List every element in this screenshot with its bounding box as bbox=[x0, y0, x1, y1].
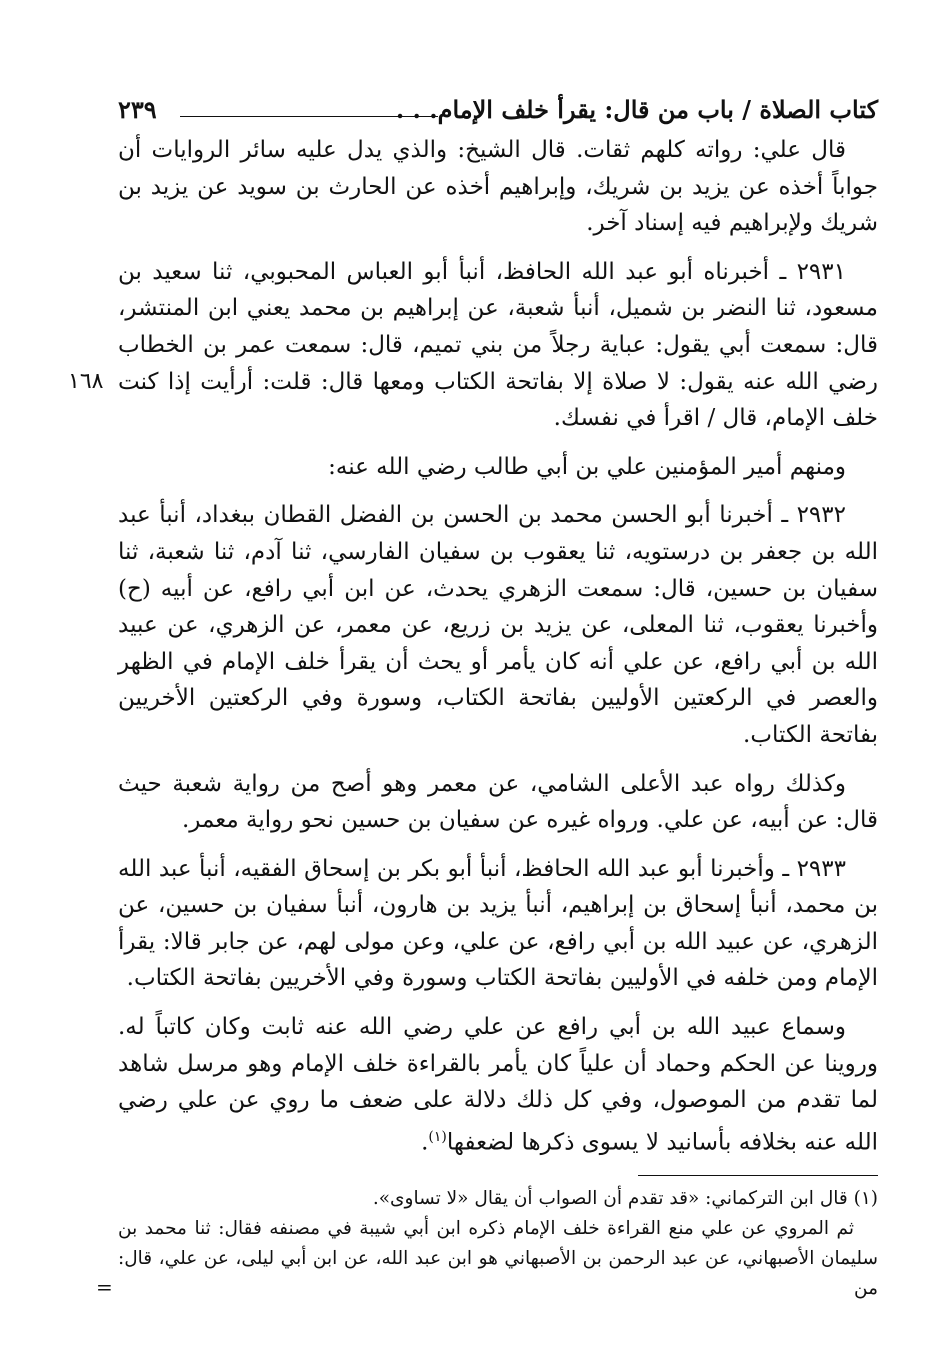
section-heading: ومنهم أمير المؤمنين علي بن أبي طالب رضي الله عنه: bbox=[328, 453, 846, 480]
paragraph: وكذلك رواه عبد الأعلى الشامي، عن معمر وهو أصح من رواية شعبة حيث قال: عن أبيه، عن علي. ورواه غيره عن سفيان بن حسين نحو رواية معمر. bbox=[118, 770, 878, 834]
continuation-mark: = bbox=[96, 1275, 113, 1300]
paragraph: ٢٩٣٢ ـ أخبرنا أبو الحسن محمد بن الحسن بن الفضل القطان ببغداد، أنبأ عبد الله بن جعفر بن درستويه، ثنا يعقوب بن سفيان الفارسي، ثنا آدم، ثنا شعبة، ثنا سفيان بن حسين، قال: سمعت الزهري يحدث، عن ابن أبي رافع، عن أبيه (ح) وأخبرنا يعقوب، ثنا المعلى، عن يزيد بن زريع، عن معمر، عن الزهري، عن عبيد الله بن أبي رافع، عن علي أنه كان يأمر أو يحث أن يقرأ خلف الإمام في الظهر والعصر في الركعتين الأوليين بفاتحة الكتاب، وسورة وفي الركعتين الأخريين بفاتحة الكتاب. bbox=[118, 502, 878, 748]
paragraph-end: . bbox=[421, 1129, 429, 1156]
paragraph-text: ٢٩٣١ ـ أخبرناه أبو عبد الله الحافظ، أنبأ أبو العباس المحبوبي، ثنا سعيد بن مسعود، ثنا النضر بن شميل، أنبأ شعبة، عن إبراهيم بن محمد يعني ابن المنتشر، قال: سمعت أبي يقول: عباية رجلاً من بني تميم، قال: سمعت عمر بن الخطاب رضي الله عنه يقول: لا صلاة إلا بفاتحة الكتاب ومعها قال: قلت: أرأيت إذا كنت خلف الإمام، قال / اقرأ في نفسك. bbox=[118, 258, 878, 432]
footnote-text: ثم المروي عن علي منع القراءة خلف الإمام ذكره ابن أبي شيبة في مصنفه فقال: ثنا محمد بن سليمان الأصبهاني، عن عبد الرحمن بن الأصبهاني هو ابن عبد الله، عن ابن أبي ليلى، عن علي، قال: من bbox=[118, 1218, 878, 1300]
footnote-divider bbox=[638, 1175, 878, 1176]
book-page bbox=[68, 88, 878, 1304]
paragraph bbox=[118, 254, 878, 437]
footnote-reference[interactable]: (١) bbox=[428, 1128, 447, 1145]
paragraph bbox=[118, 1009, 878, 1161]
paragraph: قال علي: رواته كلهم ثقات. قال الشيخ: والذي يدل عليه سائر الروايات أن جواباً أخذه عن يزيد بن شريك، وإبراهيم أخذه عن الحارث بن سويد عن يزيد بن شريك ولإبراهيم فيه إسناد آخر. bbox=[118, 137, 878, 237]
page-number: ٢٣٩ bbox=[118, 95, 157, 124]
running-header bbox=[118, 88, 878, 132]
footnotes bbox=[96, 1184, 878, 1304]
main-text bbox=[68, 132, 878, 1161]
margin-page-mark: ١٦٨ bbox=[68, 368, 104, 394]
paragraph: ٢٩٣٣ ـ وأخبرنا أبو عبد الله الحافظ، أنبأ أبو بكر بن إسحاق الفقيه، أنبأ عبد الله بن محمد، أنبأ إسحاق بن إبراهيم، أنبأ يزيد بن هارون، أنبأ سفيان بن حسين، عن الزهري، عن عبيد الله بن أبي رافع، عن علي، وعن مولى لهم، عن جابر قالا: يقرأ الإمام ومن خلفه في الأوليين بفاتحة الكتاب وسورة وفي الأخريين بفاتحة الكتاب. bbox=[118, 855, 878, 992]
header-title: كتاب الصلاة / باب من قال: يقرأ خلف الإمام. . . bbox=[395, 95, 878, 124]
hadith-2931 bbox=[68, 254, 878, 437]
header-rule bbox=[180, 116, 438, 117]
paragraph-text: وسماع عبيد الله بن أبي رافع عن علي رضي الله عنه ثابت وكان كاتباً له. وروينا عن الحكم وحماد أن علياً كان يأمر بالقراءة خلف الإمام وهو مرسل شاهد لما تقدم من الموصول، وفي كل ذلك دلالة على ضعف ما روي عن علي رضي الله عنه بخلافه بأسانيد لا يسوى ذكرها لضعفها bbox=[118, 1014, 878, 1156]
footnote-continued bbox=[96, 1214, 878, 1304]
footnote: (١) قال ابن التركماني: «قد تقدم أن الصواب أن يقال «لا تساوى». bbox=[372, 1188, 878, 1210]
